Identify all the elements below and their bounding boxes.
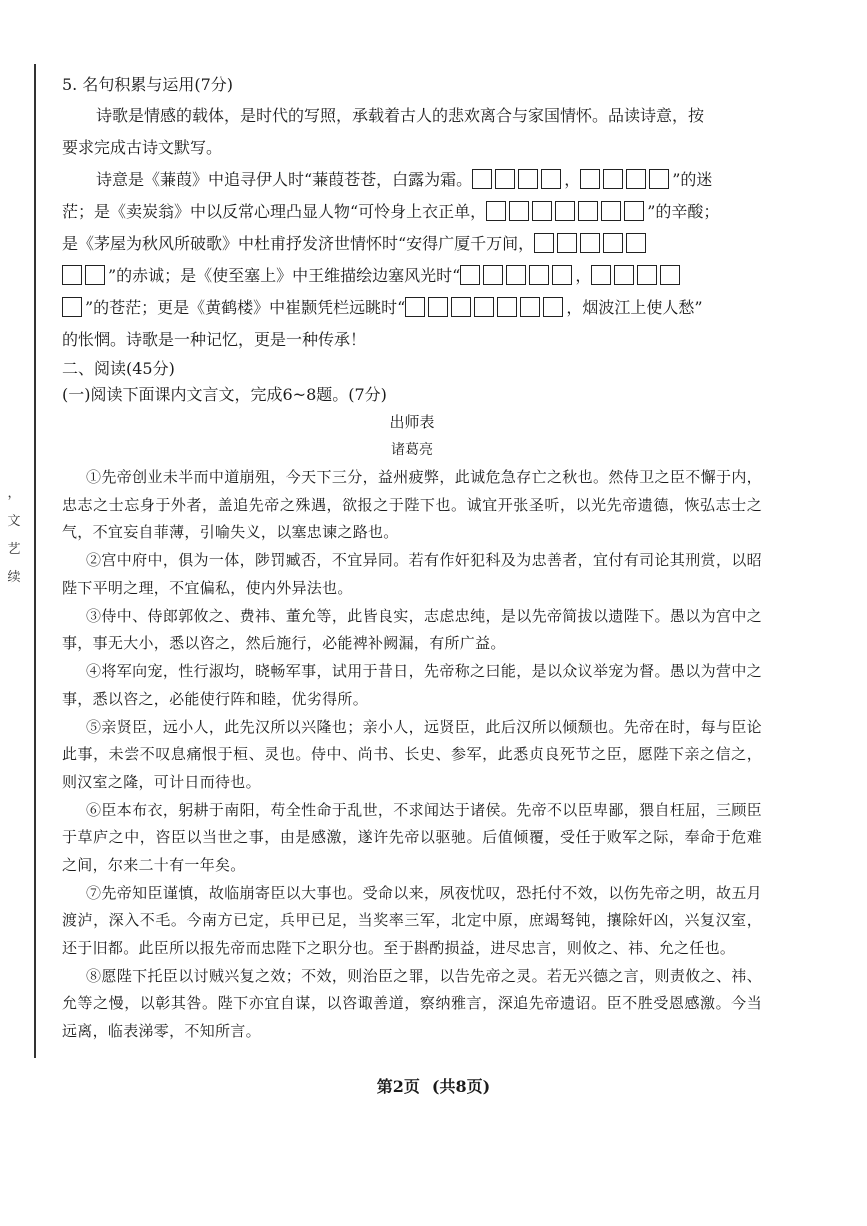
essay-paragraph-5: ⑤亲贤臣，远小人，此先汉所以兴隆也；亲小人，远贤臣，此后汉所以倾颓也。先帝在时，每与臣论此事，未尝不叹息痛恨于桓、灵也。侍中、尚书、长史、参军，此悉贞良死节之臣，愿陛下亲之信之，则汉室之隆，可计日而待也。 — [62, 717, 762, 791]
section-2-subheading: (一)阅读下面课内文言文，完成6~8题。(7分) — [62, 385, 387, 404]
side-char: ， — [7, 486, 21, 501]
essay-paragraph-2: ②宫中府中，俱为一体，陟罚臧否，不宜异同。若有作奸犯科及为忠善者，宜付有司论其刑赏，以昭陛下平明之理，不宜偏私，使内外异法也。 — [62, 551, 762, 597]
fill-line-3: 是《茅屋为秋风所破歌》中杜甫抒发济世情怀时“安得广厦千万间， — [62, 228, 762, 260]
essay-paragraph-6: ⑥臣本布衣，躬耕于南阳，苟全性命于乱世，不求闻达于诸侯。先帝不以臣卑鄙，猥自枉屈，三顾臣于草庐之中，咨臣以当世之事，由是感激，遂许先帝以驱驰。后值倾覆，受任于败军之际，奉命于危难之间，尔来二十有一年矣。 — [62, 800, 762, 874]
page-content — [62, 70, 762, 1046]
fill-line-6: 的怅惘。诗歌是一种记忆，更是一种传承！ — [62, 330, 367, 349]
question-5-heading: 5. 名句积累与运用(7分) — [62, 75, 234, 94]
fill-line-1: 诗意是《蒹葭》中追寻伊人时“蒹葭苍苍，白露为霜。 ， ”的迷 — [62, 164, 762, 196]
side-char: 艺 — [7, 542, 21, 557]
page-total: (共8页) — [431, 1077, 491, 1096]
essay-paragraph-7: ⑦先帝知臣谨慎，故临崩寄臣以大事也。受命以来，夙夜忧叹，恐托付不效，以伤先帝之明，故五月渡泸，深入不毛。今南方已定，兵甲已足，当奖率三军，北定中原，庶竭驽钝，攘除奸凶，兴复汉室，还于旧都。此臣所以报先帝而忠陛下之职分也。至于斟酌损益，进尽忠言，则攸之、祎、允之任也。 — [62, 883, 762, 957]
fill-line-4: ”的赤诚；是《使至塞上》中王维描绘边塞风光时“ ， — [62, 260, 762, 292]
margin-rule — [34, 64, 36, 1058]
side-char: 文 — [7, 514, 21, 529]
essay-paragraph-8: ⑧愿陛下托臣以讨贼兴复之效；不效，则治臣之罪，以告先帝之灵。若无兴德之言，则责攸之、祎、允等之慢，以彰其咎。陛下亦宜自谋，以咨诹善道，察纳雅言，深追先帝遗诏。臣不胜受恩感激。今当远离，临表涕零，不知所言。 — [62, 966, 762, 1040]
fill-line-2: 茫；是《卖炭翁》中以反常心理凸显人物“可怜身上衣正单， ”的辛酸； — [62, 196, 762, 228]
question-5-intro-cont: 要求完成古诗文默写。 — [62, 138, 223, 157]
section-2-heading: 二、阅读(45分) — [62, 359, 175, 378]
page-number: 第2页 — [376, 1077, 420, 1096]
answer-boxes-huanghelou[interactable] — [405, 296, 566, 328]
essay-title: 出师表 — [389, 413, 435, 431]
page-footer — [0, 1074, 867, 1097]
question-5-intro: 诗歌是情感的载体，是时代的写照，承载着古人的悲欢离合与家国情怀。品读诗意，按 — [96, 106, 705, 125]
essay-paragraph-4: ④将军向宠，性行淑均，晓畅军事，试用于昔日，先帝称之曰能，是以众议举宠为督。愚以为营中之事，悉以咨之，必能使行阵和睦，优劣得所。 — [62, 662, 762, 708]
essay-paragraph-1: ①先帝创业未半而中道崩殂，今天下三分，益州疲弊，此诚危急存亡之秋也。然侍卫之臣不懈于内，忠志之士忘身于外者，盖追先帝之殊遇，欲报之于陛下也。诚宜开张圣听，以光先帝遗德，恢弘志士之气，不宜妄自菲薄，引喻失义，以塞忠谏之路也。 — [62, 468, 762, 541]
essay-paragraph-3: ③侍中、侍郎郭攸之、费祎、董允等，此皆良实，志虑忠纯，是以先帝简拔以遗陛下。愚以为宫中之事，事无大小，悉以咨之，然后施行，必能裨补阙漏，有所广益。 — [62, 606, 762, 652]
side-char: 续 — [7, 570, 21, 585]
essay-author: 诸葛亮 — [391, 442, 433, 458]
binding-margin-text — [6, 480, 22, 592]
fill-line-5: ”的苍茫；更是《黄鹤楼》中崔颢凭栏远眺时“ ，烟波江上使人愁” — [62, 292, 762, 324]
